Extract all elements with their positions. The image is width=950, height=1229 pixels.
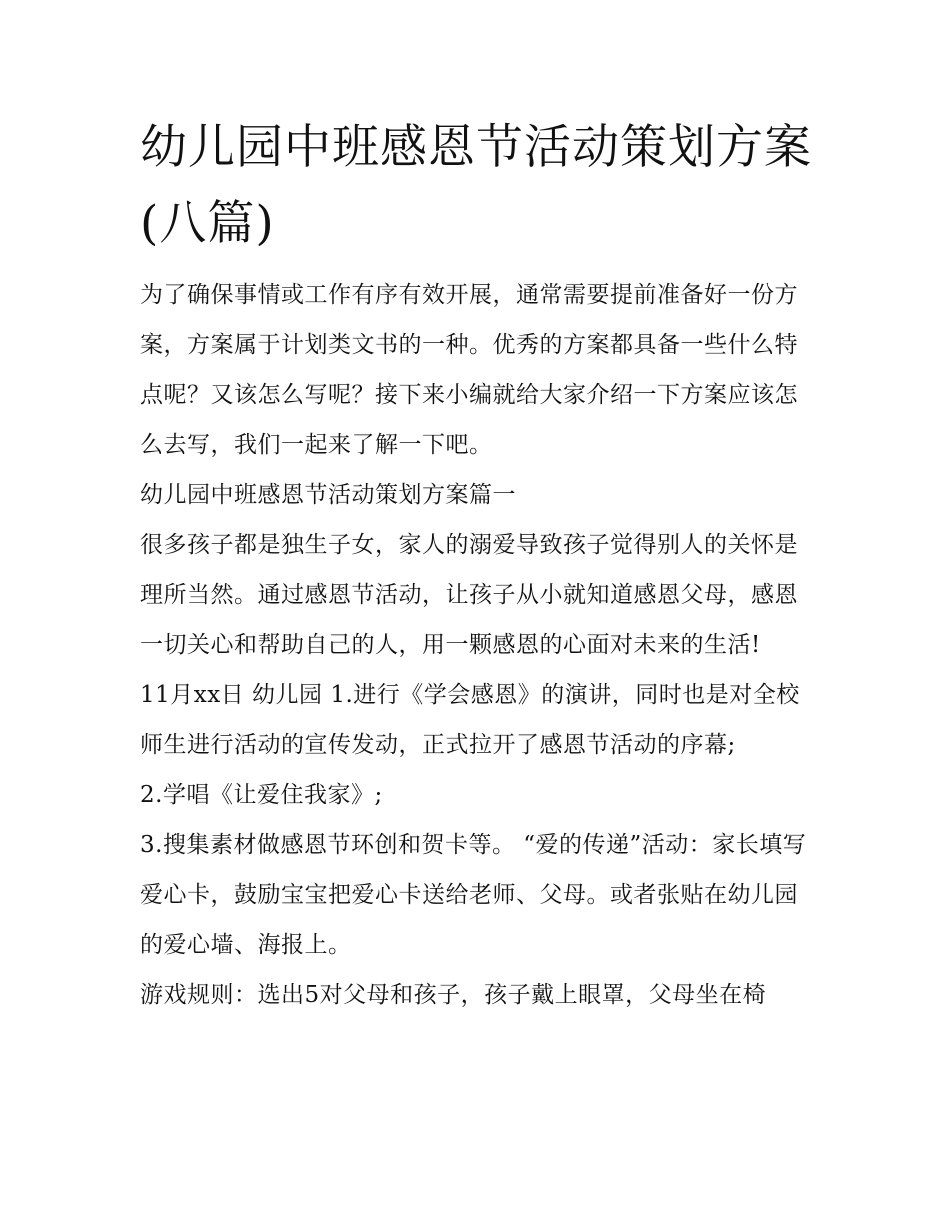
activity-paragraph-2: 2.学唱《让爱住我家》; [140,782,383,808]
document-content [140,110,820,1020]
section-heading-1: 幼儿园中班感恩节活动策划方案篇一 [140,482,516,508]
purpose-paragraph: 很多孩子都是独生子女，家人的溺爱导致孩子觉得别人的关怀是理所当然。通过感恩节活动，让孩子从小就知道感恩父母，感恩一切关心和帮助自己的人，用一颗感恩的心面对未来的生活! [140,532,798,658]
intro-paragraph: 为了确保事情或工作有序有效开展，通常需要提前准备好一份方案，方案属于计划类文书的一种。优秀的方案都具备一些什么特点呢？又该怎么写呢？接下来小编就给大家介绍一下方案应该怎么去写，我们一起来了解一下吧。 [140,282,798,458]
game-rules-paragraph: 游戏规则：选出5对父母和孩子，孩子戴上眼罩，父母坐在椅 [140,982,767,1008]
activity-paragraph-3: 3.搜集素材做感恩节环创和贺卡等。 “爱的传递”活动：家长填写爱心卡，鼓励宝宝把爱心卡送给老师、父母。或者张贴在幼儿园的爱心墙、海报上。 [140,832,807,958]
activity-paragraph-1: 11月xx日 幼儿园 1.进行《学会感恩》的演讲，同时也是对全校师生进行活动的宣传发动，正式拉开了感恩节活动的序幕; [140,682,800,758]
document-title: 幼儿园中班感恩节活动策划方案(八篇) [140,120,812,251]
